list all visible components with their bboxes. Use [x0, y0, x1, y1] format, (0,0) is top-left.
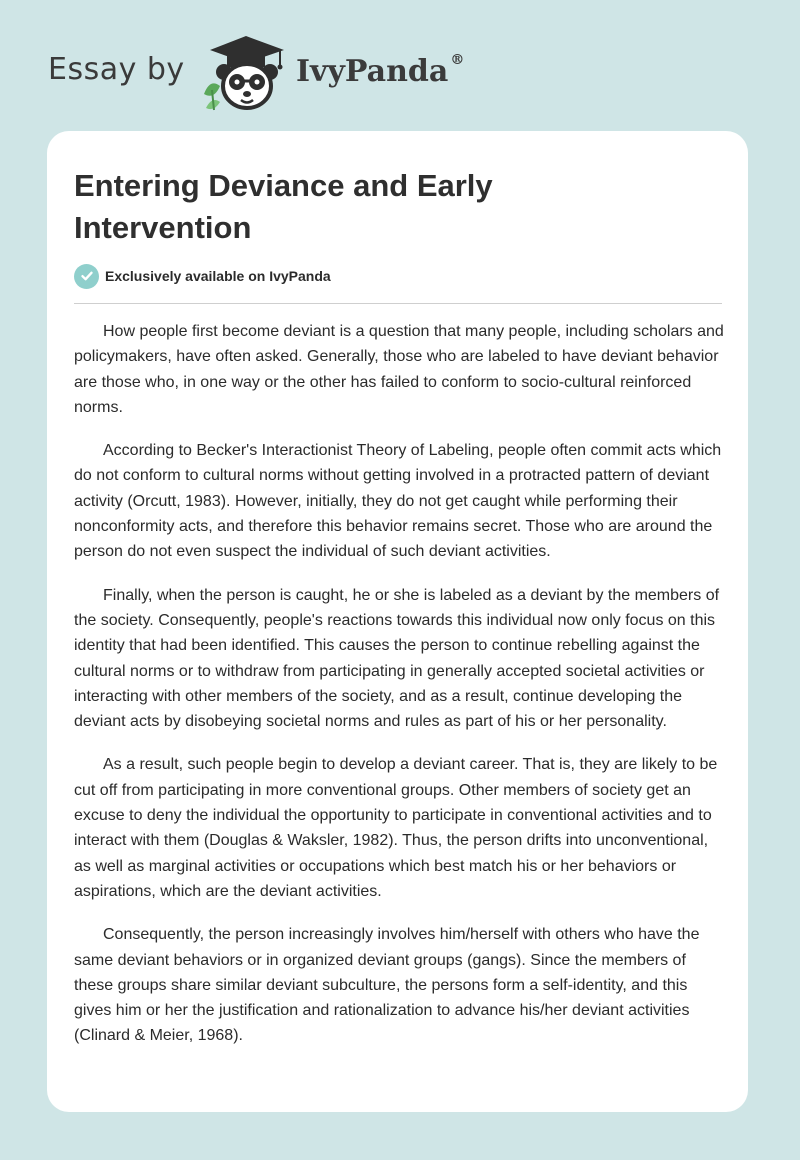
paragraph: How people first become deviant is a question that many people, including scholars and policymakers, have often asked. Generally, those who are labeled to have deviant behavior are those who, in one way or the other has failed to conform to socio-cultural reinforced norms. [74, 323, 724, 416]
registered-mark: ® [450, 52, 465, 68]
paragraph: According to Becker's Interactionist Theory of Labeling, people often commit acts which do not conform to cultural norms without getting involved in a protracted pattern of deviant activity (Orcutt, 1983). However, initially, they do not get caught while performing their nonconformity acts, and therefore this behavior remains secret. Those who are around the person do not even suspect the individual of such deviant activities. [74, 442, 722, 561]
site-header [48, 30, 508, 110]
panda-graduate-logo-icon[interactable] [200, 34, 292, 112]
divider [74, 303, 722, 304]
exclusive-badge [74, 263, 331, 289]
page-title: Entering Deviance and Early Intervention [74, 168, 493, 245]
check-circle-icon [74, 264, 99, 289]
essay-card [47, 131, 748, 1112]
badge-text: Exclusively available on IvyPanda [105, 268, 331, 284]
paragraph: Consequently, the person increasingly involves him/herself with others who have the same deviant behaviors or in organized deviant groups (gangs). Since the members of these groups share similar deviant subculture, the persons form a self-identity, and this gives him or her the justification and rationalization to advance his/her deviant activities (Clinard & Meier, 1968). [74, 926, 700, 1045]
article-body [74, 319, 724, 1067]
paragraph: Finally, when the person is caught, he or she is labeled as a deviant by the members of the society. Consequently, people's reactions towards this individual now only focus on this identity that had been identified. This causes the person to continue rebelling against the cultural norms or to withdraw from participating in generally accepted societal activities or interacting with other members of the society, and as a result, continue developing the deviant acts by disobeying societal norms and rules as part of his or her personality. [74, 586, 720, 731]
paragraph: As a result, such people begin to develop a deviant career. That is, they are likely to be cut off from participating in more conventional groups. Other members of society get an excuse to deny the individual the opportunity to participate in conventional activities and to interact with them (Douglas & Waksler, 1982). Thus, the person drifts into unconventional, as well as marginal activities or occupations which best match his or her behaviors or aspirations, which are the deviant activities. [74, 756, 718, 900]
brand-text: IvyPanda [296, 54, 449, 89]
essay-by-label: Essay by [48, 52, 185, 87]
brand-name[interactable] [296, 54, 464, 89]
